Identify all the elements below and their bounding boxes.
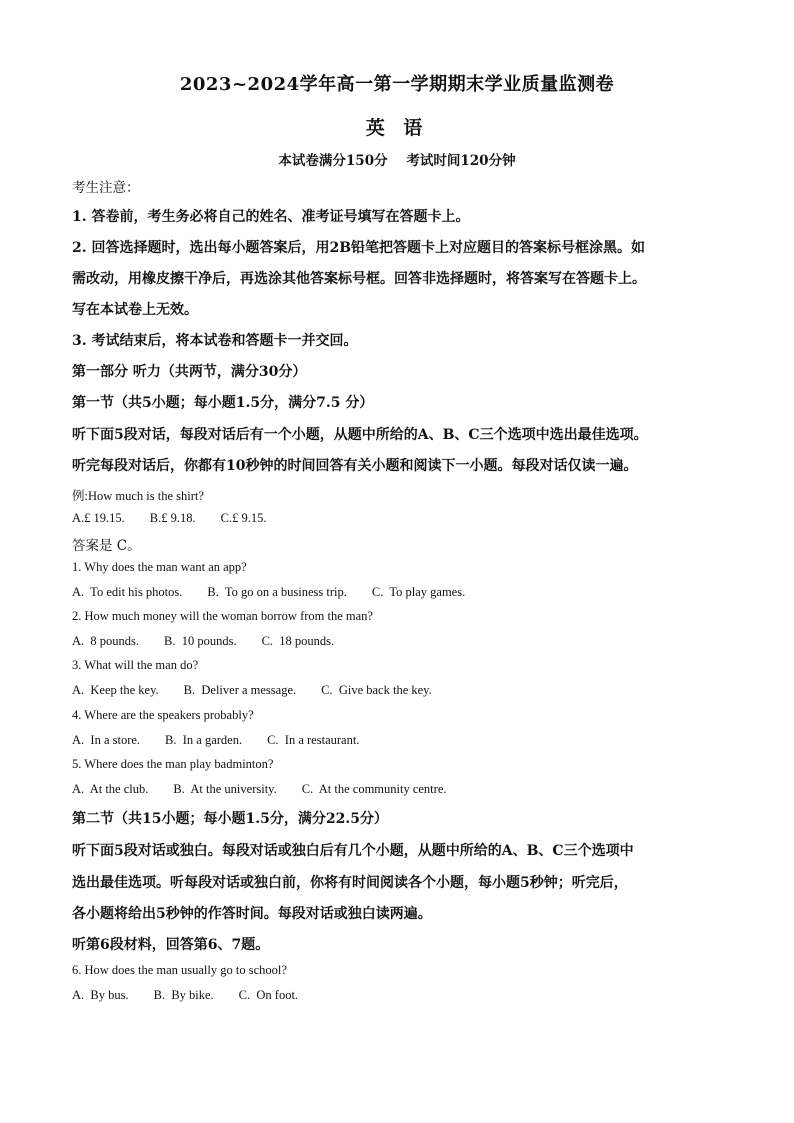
question-3: 3. What will the man do? — [72, 658, 199, 672]
notice-item-1: 1. 答卷前，考生务必将自己的姓名、准考证号填写在答题卡上。 — [72, 209, 470, 225]
exam-title: 2023~2024学年高一第一学期期末学业质量监测卷 — [179, 74, 615, 95]
question-1: 1. Why does the man want an app? — [72, 560, 247, 574]
section2-instruction-line-2: 选出最佳选项。听每段对话或独白前，你将有时间阅读各个小题，每小题5秒钟；听完后， — [72, 875, 628, 891]
section2-instruction-line-3: 各小题将给出5秒钟的作答时间。每段对话或独白读两遍。 — [72, 906, 432, 922]
question-2-options: A. 8 pounds. B. 10 pounds. C. 18 pounds. — [72, 634, 335, 648]
question-5: 5. Where does the man play badminton? — [72, 757, 274, 771]
question-5-options: A. At the club. B. At the university. C. At the community centre. — [72, 782, 447, 796]
question-2: 2. How much money will the woman borrow from the man? — [72, 609, 373, 623]
notice-item-2-line-1: 2. 回答选择题时，选出每小题答案后，用2B铅笔把答题卡上对应题目的答案标号框涂黑。如 — [72, 240, 646, 256]
question-6-options: A. By bus. B. By bike. C. On foot. — [72, 988, 299, 1002]
section1-instruction-line-1: 听下面5段对话，每段对话后有一个小题，从题中所给的A、B、C三个选项中选出最佳选项。 — [72, 427, 648, 443]
material-6-heading: 听第6段材料，回答第6、7题。 — [72, 937, 270, 953]
part1-heading: 第一部分 听力（共两节，满分30分） — [72, 364, 307, 380]
section2-instruction-line-1: 听下面5段对话或独白。每段对话或独白后有几个小题，从题中所给的A、B、C三个选项中 — [72, 843, 634, 859]
section1-instruction-line-2: 听完每段对话后，你都有10秒钟的时间回答有关小题和阅读下一小题。每段对话仅读一遍。 — [72, 458, 638, 474]
notice-heading: 考生注意： — [72, 180, 140, 196]
section1-heading: 第一节（共5小题；每小题1.5分，满分7.5 分） — [72, 395, 374, 411]
example-options: A.£ 19.15. B.£ 9.18. C.£ 9.15. — [72, 511, 267, 525]
question-1-options: A. To edit his photos. B. To go on a business trip. C. To play games. — [72, 585, 466, 599]
example-answer: 答案是 C。 — [72, 538, 141, 554]
question-4: 4. Where are the speakers probably? — [72, 708, 254, 722]
notice-item-2-line-3: 写在本试卷上无效。 — [72, 302, 198, 318]
section2-heading: 第二节（共15小题；每小题1.5分，满分22.5分） — [72, 811, 388, 827]
notice-item-2-line-2: 需改动，用橡皮擦干净后，再选涂其他答案标号框。回答非选择题时，将答案写在答题卡上。 — [72, 271, 646, 287]
example-question: 例:How much is the shirt? — [72, 489, 204, 503]
exam-subject: 英 语 — [365, 117, 429, 139]
question-4-options: A. In a store. B. In a garden. C. In a restaurant. — [72, 733, 360, 747]
notice-item-3: 3. 考试结束后，将本试卷和答题卡一并交回。 — [72, 333, 358, 349]
question-6: 6. How does the man usually go to school? — [72, 963, 287, 977]
exam-meta: 本试卷满分150分 考试时间120分钟 — [278, 153, 516, 169]
question-3-options: A. Keep the key. B. Deliver a message. C. Give back the key. — [72, 683, 432, 697]
